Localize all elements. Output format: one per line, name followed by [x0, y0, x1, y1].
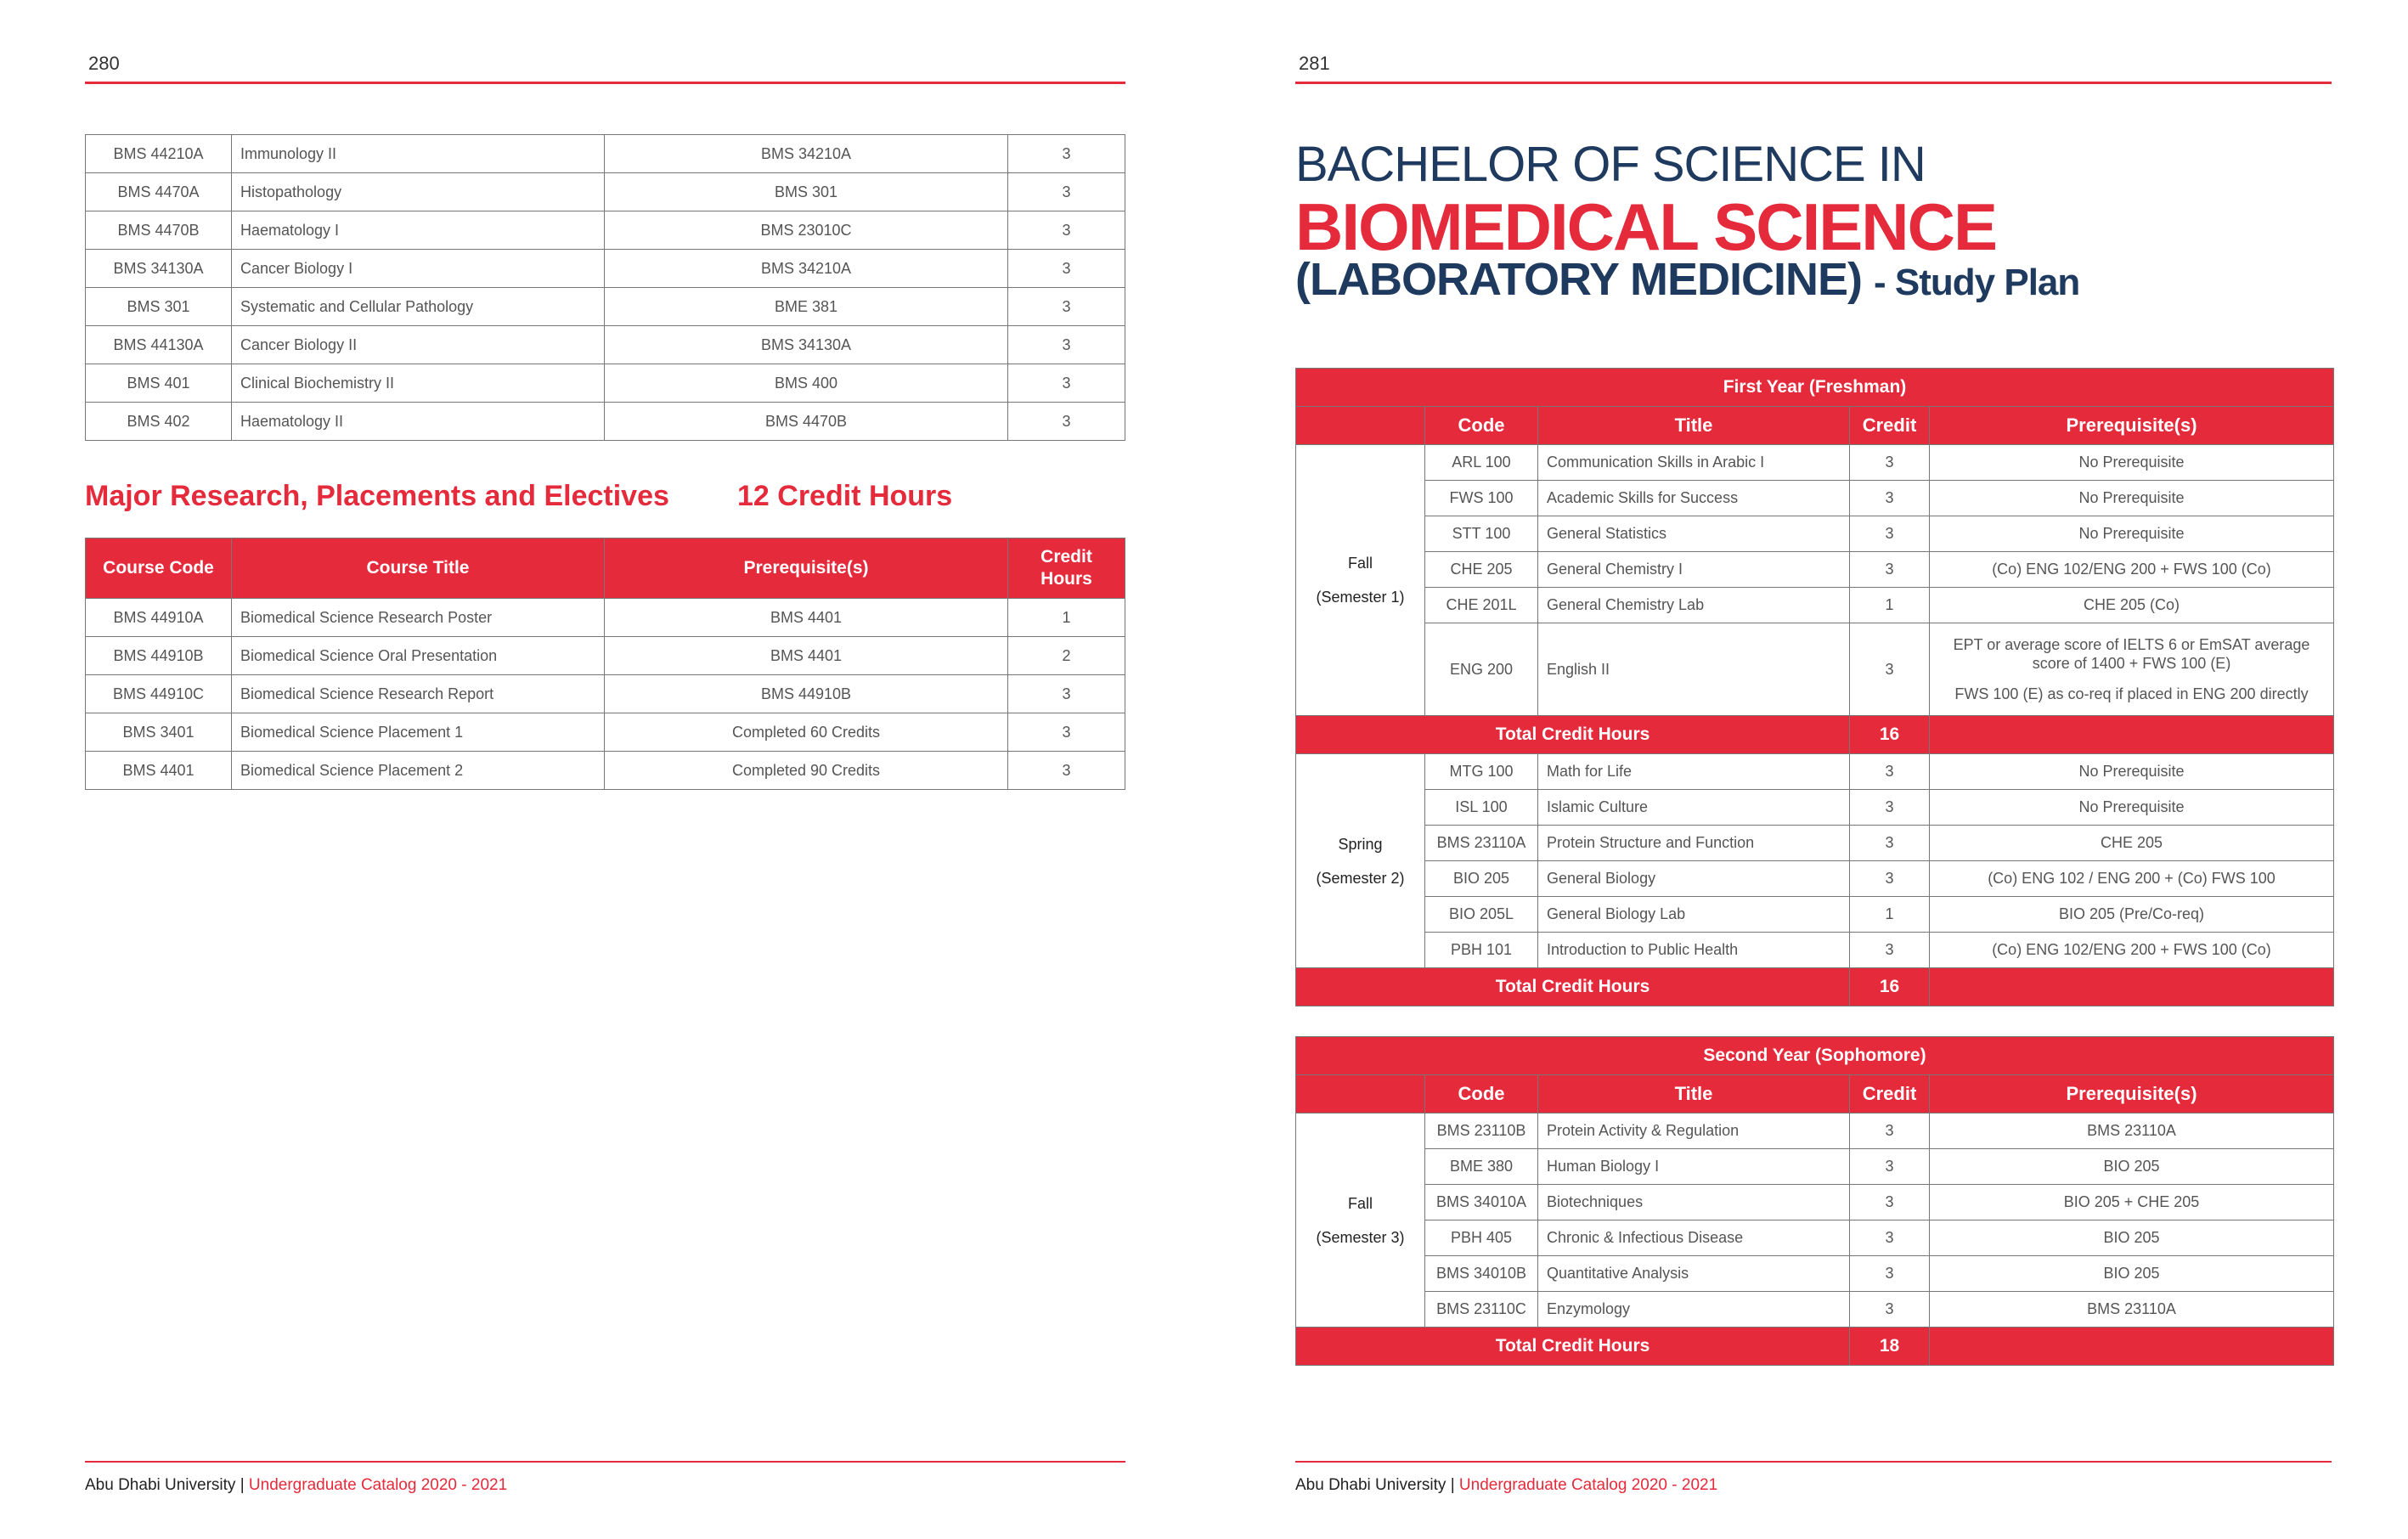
course-code: BMS 4470A [86, 173, 232, 211]
table-row [86, 135, 1125, 173]
prerequisite: BMS 301 [605, 173, 1008, 211]
col-credit-hours: Credit Hours [1008, 538, 1125, 599]
course-title: Haematology I [232, 211, 605, 250]
semester-number: (Semester 2) [1316, 869, 1405, 887]
code: BME 380 [1425, 1149, 1538, 1185]
semester-number: (Semester 3) [1316, 1228, 1405, 1246]
credit: 3 [1850, 826, 1930, 861]
prerequisite: No Prerequisite [1930, 754, 2334, 790]
prerequisite: BMS 34210A [605, 250, 1008, 288]
semester-cell [1296, 1113, 1425, 1328]
prerequisite: BMS 4401 [605, 637, 1008, 675]
table-row [1296, 754, 2334, 790]
semester-number: (Semester 1) [1316, 589, 1405, 606]
table-row [1296, 588, 2334, 623]
title-line-1: BACHELOR OF SCIENCE IN [1295, 137, 1926, 192]
credit: 3 [1008, 211, 1125, 250]
table-row [1296, 933, 2334, 968]
title: Chronic & Infectious Disease [1538, 1220, 1850, 1256]
credit: 3 [1850, 623, 1930, 716]
left-page [85, 0, 1125, 1539]
prerequisite: BIO 205 [1930, 1256, 2334, 1292]
year-header-row [1296, 369, 2334, 407]
title: Protein Structure and Function [1538, 826, 1850, 861]
prerequisite: BME 381 [605, 288, 1008, 326]
table-row [1296, 516, 2334, 552]
semester-name: Spring [1338, 835, 1383, 853]
course-code: BMS 401 [86, 364, 232, 403]
code: BIO 205L [1425, 897, 1538, 933]
header-rule [1295, 82, 2332, 84]
table-row [1296, 623, 2334, 716]
prerequisite: Completed 60 Credits [605, 713, 1008, 752]
code: STT 100 [1425, 516, 1538, 552]
table-row [86, 403, 1125, 441]
table-row [86, 250, 1125, 288]
table-header-row [86, 538, 1125, 599]
total-label: Total Credit Hours [1296, 716, 1850, 754]
course-code: BMS 44910A [86, 599, 232, 637]
prerequisite: BMS 23010C [605, 211, 1008, 250]
col-prerequisite: Prerequisite(s) [1930, 407, 2334, 445]
table-row [86, 752, 1125, 790]
footer-separator: | [240, 1476, 245, 1494]
credit: 3 [1850, 481, 1930, 516]
title: Enzymology [1538, 1292, 1850, 1328]
credit: 3 [1850, 1113, 1930, 1149]
prerequisite: No Prerequisite [1930, 790, 2334, 826]
prerequisite: No Prerequisite [1930, 481, 2334, 516]
prerequisite: (Co) ENG 102 / ENG 200 + (Co) FWS 100 [1930, 861, 2334, 897]
title: Academic Skills for Success [1538, 481, 1850, 516]
prerequisite: BIO 205 (Pre/Co-req) [1930, 897, 2334, 933]
footer-catalog: Undergraduate Catalog 2020 - 2021 [248, 1476, 508, 1494]
course-code: BMS 4470B [86, 211, 232, 250]
course-code: BMS 301 [86, 288, 232, 326]
credit: 3 [1850, 754, 1930, 790]
code: BMS 23110A [1425, 826, 1538, 861]
code: BIO 205 [1425, 861, 1538, 897]
spacer [1938, 673, 2325, 685]
table-row [1296, 1185, 2334, 1220]
table-row [86, 326, 1125, 364]
table-row [86, 637, 1125, 675]
total-row [1296, 968, 2334, 1006]
table-row [86, 713, 1125, 752]
semester-cell [1296, 445, 1425, 716]
credit: 3 [1008, 364, 1125, 403]
blank-header [1296, 1075, 1425, 1113]
credit: 3 [1850, 861, 1930, 897]
year-label: Second Year (Sophomore) [1296, 1037, 2334, 1075]
prerequisite-line: EPT or average score of IELTS 6 or EmSAT average score of 1400 + FWS 100 (E) [1953, 636, 2310, 672]
year-header-row [1296, 1037, 2334, 1075]
title: General Biology [1538, 861, 1850, 897]
footer-university: Abu Dhabi University [85, 1476, 236, 1494]
title: Human Biology I [1538, 1149, 1850, 1185]
credit: 3 [1008, 713, 1125, 752]
prerequisite: Completed 90 Credits [605, 752, 1008, 790]
table-row [86, 364, 1125, 403]
column-header-row [1296, 1075, 2334, 1113]
course-code: BMS 44130A [86, 326, 232, 364]
first-year-table [1295, 368, 2334, 1006]
course-title: Biomedical Science Research Poster [232, 599, 605, 637]
title: General Statistics [1538, 516, 1850, 552]
total-blank [1930, 716, 2334, 754]
footer-separator: | [1450, 1476, 1455, 1494]
column-header-row [1296, 407, 2334, 445]
total-blank [1930, 1328, 2334, 1366]
credit: 1 [1850, 897, 1930, 933]
table-row [1296, 897, 2334, 933]
credit: 3 [1008, 288, 1125, 326]
table-row [86, 675, 1125, 713]
prerequisite: (Co) ENG 102/ENG 200 + FWS 100 (Co) [1930, 552, 2334, 588]
prerequisite: BMS 34210A [605, 135, 1008, 173]
col-code: Code [1425, 407, 1538, 445]
col-title: Title [1538, 1075, 1850, 1113]
blank-header [1296, 407, 1425, 445]
prerequisite: CHE 205 [1930, 826, 2334, 861]
credit: 2 [1008, 637, 1125, 675]
course-title: Cancer Biology II [232, 326, 605, 364]
course-code: BMS 44910C [86, 675, 232, 713]
prerequisite: BMS 4470B [605, 403, 1008, 441]
title: Introduction to Public Health [1538, 933, 1850, 968]
course-code: BMS 34130A [86, 250, 232, 288]
table-row [1296, 552, 2334, 588]
course-code: BMS 44910B [86, 637, 232, 675]
title-program: (LABORATORY MEDICINE) [1295, 254, 1862, 305]
credit: 3 [1850, 1292, 1930, 1328]
prerequisite: BMS 400 [605, 364, 1008, 403]
credit: 3 [1850, 933, 1930, 968]
total-label: Total Credit Hours [1296, 968, 1850, 1006]
code: ENG 200 [1425, 623, 1538, 716]
semester-name: Fall [1347, 555, 1373, 572]
table-row [1296, 1256, 2334, 1292]
title: Protein Activity & Regulation [1538, 1113, 1850, 1149]
prerequisite: BMS 4401 [605, 599, 1008, 637]
table-row [86, 173, 1125, 211]
total-credits: 16 [1850, 968, 1930, 1006]
table-row [1296, 826, 2334, 861]
course-title: Immunology II [232, 135, 605, 173]
code: ARL 100 [1425, 445, 1538, 481]
footer-catalog: Undergraduate Catalog 2020 - 2021 [1458, 1476, 1718, 1494]
total-row [1296, 716, 2334, 754]
title: Quantitative Analysis [1538, 1256, 1850, 1292]
title: General Chemistry I [1538, 552, 1850, 588]
course-title: Biomedical Science Oral Presentation [232, 637, 605, 675]
title-line-2: BIOMEDICAL SCIENCE [1295, 189, 1996, 264]
table-row [1296, 1113, 2334, 1149]
total-blank [1930, 968, 2334, 1006]
title: English II [1538, 623, 1850, 716]
table-row [86, 288, 1125, 326]
title-suffix: - Study Plan [1874, 262, 2080, 303]
code: MTG 100 [1425, 754, 1538, 790]
total-credits: 16 [1850, 716, 1930, 754]
title: Communication Skills in Arabic I [1538, 445, 1850, 481]
course-title: Biomedical Science Research Report [232, 675, 605, 713]
credit: 3 [1850, 790, 1930, 826]
course-title: Biomedical Science Placement 2 [232, 752, 605, 790]
footer-rule [85, 1461, 1125, 1463]
section-title: Major Research, Placements and Electives [85, 480, 669, 512]
title: Biotechniques [1538, 1185, 1850, 1220]
table-row [1296, 790, 2334, 826]
code: BMS 34010A [1425, 1185, 1538, 1220]
col-course-title: Course Title [232, 538, 605, 599]
semester-cell [1296, 754, 1425, 968]
course-code: BMS 44210A [86, 135, 232, 173]
prerequisite-line: FWS 100 (E) as co-req if placed in ENG 200 directly [1954, 685, 2309, 702]
credit: 3 [1850, 552, 1930, 588]
credit: 3 [1850, 1149, 1930, 1185]
continued-course-table [85, 134, 1125, 441]
course-title: Clinical Biochemistry II [232, 364, 605, 403]
section-hours: 12 Credit Hours [737, 480, 953, 512]
prerequisite: BIO 205 [1930, 1220, 2334, 1256]
code: PBH 101 [1425, 933, 1538, 968]
credit: 3 [1008, 326, 1125, 364]
col-prerequisite: Prerequisite(s) [1930, 1075, 2334, 1113]
table-row [1296, 861, 2334, 897]
col-title: Title [1538, 407, 1850, 445]
total-label: Total Credit Hours [1296, 1328, 1850, 1366]
code: BMS 34010B [1425, 1256, 1538, 1292]
col-code: Code [1425, 1075, 1538, 1113]
credit: 1 [1008, 599, 1125, 637]
credit: 3 [1850, 1185, 1930, 1220]
footer-rule [1295, 1461, 2332, 1463]
col-prerequisites: Prerequisite(s) [605, 538, 1008, 599]
course-title: Haematology II [232, 403, 605, 441]
credit: 3 [1850, 1220, 1930, 1256]
page-number: 281 [1299, 53, 1330, 74]
code: FWS 100 [1425, 481, 1538, 516]
title: General Chemistry Lab [1538, 588, 1850, 623]
table-row [86, 211, 1125, 250]
prerequisite: No Prerequisite [1930, 516, 2334, 552]
credit: 3 [1008, 675, 1125, 713]
credit: 3 [1850, 1256, 1930, 1292]
title-line-3 [1295, 253, 2079, 306]
prerequisite: (Co) ENG 102/ENG 200 + FWS 100 (Co) [1930, 933, 2334, 968]
second-year-table [1295, 1036, 2334, 1366]
course-title: Systematic and Cellular Pathology [232, 288, 605, 326]
course-title: Cancer Biology I [232, 250, 605, 288]
code: CHE 201L [1425, 588, 1538, 623]
prerequisite: BMS 23110A [1930, 1113, 2334, 1149]
col-course-code: Course Code [86, 538, 232, 599]
credit: 3 [1008, 173, 1125, 211]
col-credit: Credit [1850, 407, 1930, 445]
semester-name: Fall [1347, 1194, 1373, 1212]
right-page [1295, 0, 2332, 1539]
total-row [1296, 1328, 2334, 1366]
course-title: Biomedical Science Placement 1 [232, 713, 605, 752]
course-code: BMS 4401 [86, 752, 232, 790]
table-row [86, 599, 1125, 637]
total-credits: 18 [1850, 1328, 1930, 1366]
research-course-table [85, 538, 1125, 790]
credit: 1 [1850, 588, 1930, 623]
credit: 3 [1008, 403, 1125, 441]
credit: 3 [1850, 516, 1930, 552]
credit: 3 [1008, 250, 1125, 288]
code: ISL 100 [1425, 790, 1538, 826]
table-row [1296, 1292, 2334, 1328]
table-row [1296, 445, 2334, 481]
course-code: BMS 3401 [86, 713, 232, 752]
code: BMS 23110C [1425, 1292, 1538, 1328]
page-number: 280 [88, 53, 120, 74]
prerequisite: BMS 44910B [605, 675, 1008, 713]
course-title: Histopathology [232, 173, 605, 211]
title: General Biology Lab [1538, 897, 1850, 933]
table-row [1296, 481, 2334, 516]
course-code: BMS 402 [86, 403, 232, 441]
credit: 3 [1008, 752, 1125, 790]
credit: 3 [1850, 445, 1930, 481]
prerequisite: No Prerequisite [1930, 445, 2334, 481]
prerequisite: BMS 23110A [1930, 1292, 2334, 1328]
code: PBH 405 [1425, 1220, 1538, 1256]
prerequisite: BIO 205 + CHE 205 [1930, 1185, 2334, 1220]
footer-university: Abu Dhabi University [1295, 1476, 1446, 1494]
table-row [1296, 1220, 2334, 1256]
title: Islamic Culture [1538, 790, 1850, 826]
col-credit: Credit [1850, 1075, 1930, 1113]
prerequisite: CHE 205 (Co) [1930, 588, 2334, 623]
credit: 3 [1008, 135, 1125, 173]
prerequisite: BIO 205 [1930, 1149, 2334, 1185]
year-label: First Year (Freshman) [1296, 369, 2334, 407]
code: BMS 23110B [1425, 1113, 1538, 1149]
table-row [1296, 1149, 2334, 1185]
header-rule [85, 82, 1125, 84]
title: Math for Life [1538, 754, 1850, 790]
code: CHE 205 [1425, 552, 1538, 588]
prerequisite [1930, 623, 2334, 716]
prerequisite: BMS 34130A [605, 326, 1008, 364]
